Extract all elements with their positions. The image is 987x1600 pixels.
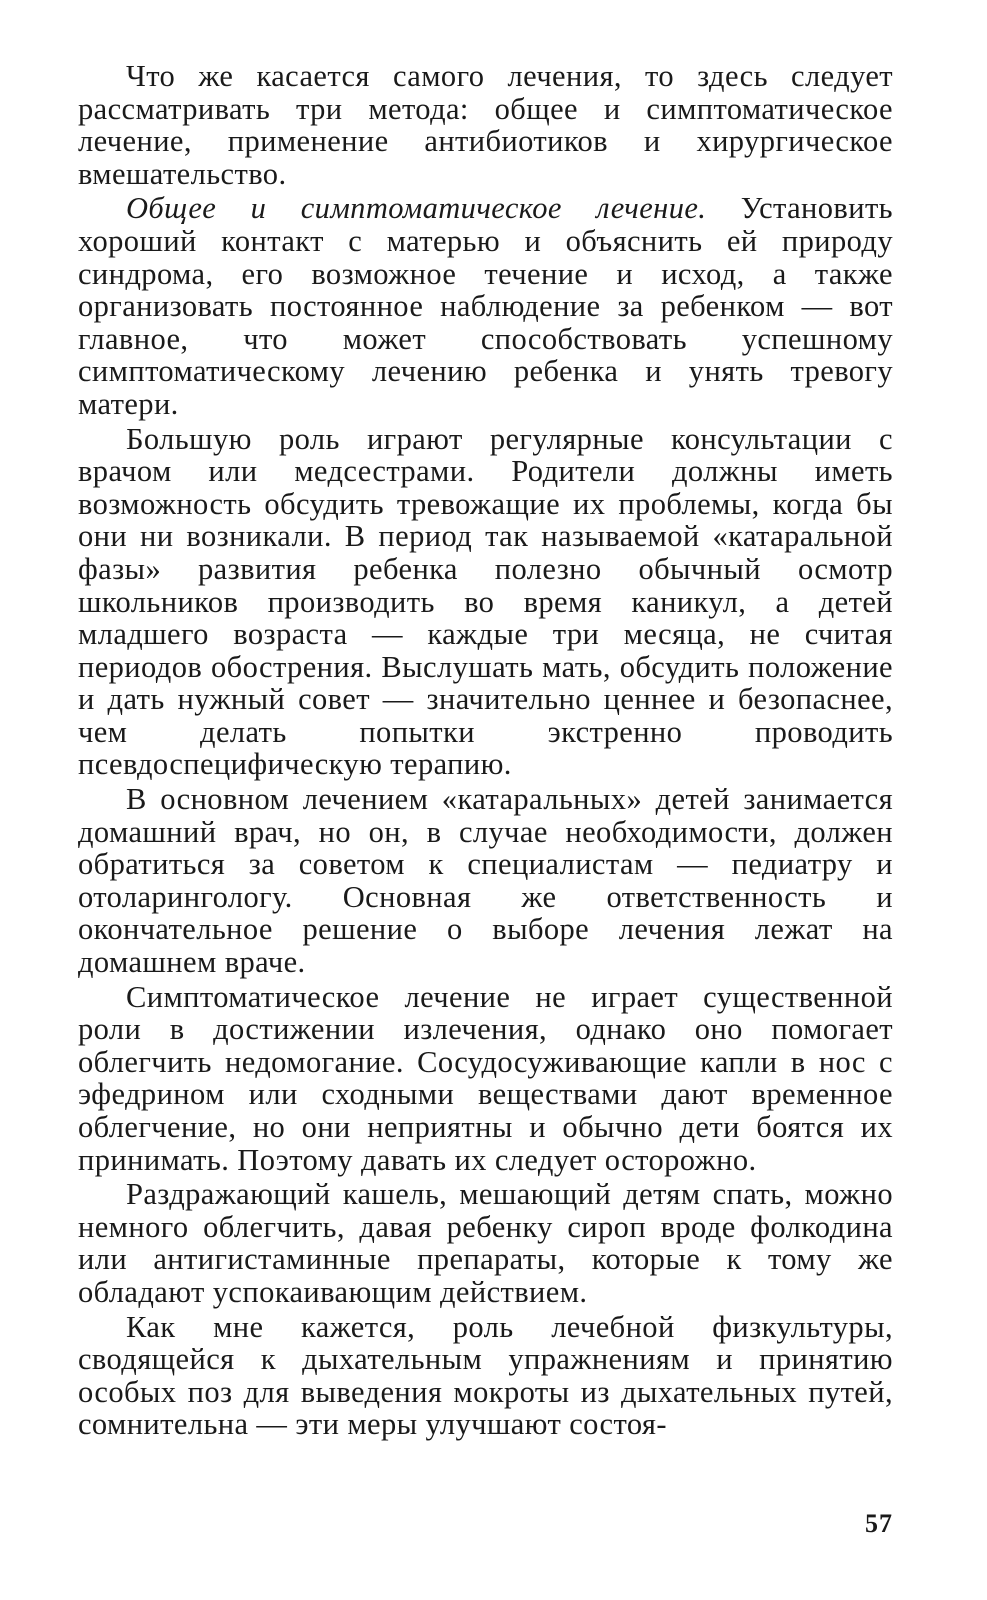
paragraph-3: Большую роль играют регулярные консультации с врачом или медсестрами. Родители должны иметь возможность обсудить тревожащие их проблемы, когда бы они ни возникали. В период так называемой «катаральной фазы» развития ребенка полезно обычный осмотр школьников производить во время каникул, а детей младшего возраста — каждые три месяца, не считая периодов обострения. Выслушать мать, обсудить положение и дать нужный совет — значительно ценнее и безопаснее, чем делать попытки экстренно проводить псевдоспецифическую терапию. (78, 421, 893, 782)
body-text (78, 60, 893, 1443)
paragraph-lead-italic: Общее и симптоматическое лечение. (126, 191, 707, 226)
paragraph-6: Раздражающий кашель, мешающий детям спать, можно немного облегчить, давая ребенку сироп вроде фолкодина или антигистаминные препараты, которые к тому же обладают успокаивающим действием. (78, 1177, 893, 1309)
paragraph-7: Как мне кажется, роль лечебной физкультуры, сводящейся к дыхательным упражнениям и принятию особых поз для выведения мокроты из дыхательных путей, сомнительна — эти меры улучшают состоя- (78, 1309, 893, 1442)
paragraph-1: Что же касается самого лечения, то здесь следует рассматривать три метода: общее и симптоматическое лечение, применение антибиотиков и хирургическое вмешательство. (78, 59, 893, 191)
paragraph-2: Общее и симптоматическое лечение. Установить хороший контакт с матерью и объяснить ей природу синдрома, его возможное течение и исход, а также организовать постоянное наблюдение за ребенком — вот главное, что может способствовать успешному симптоматическому лечению ребенка и унять тревогу матери. (78, 191, 893, 421)
page-number: 57 (865, 1509, 893, 1538)
paragraph-4: В основном лечением «катаральных» детей занимается домашний врач, но он, в случае необходимости, должен обратиться за советом к специалистам — педиатру и отоларингологу. Основная же ответственность и окончательное решение о выборе лечения лежат на домашнем враче. (78, 782, 893, 980)
paragraph-5: Симптоматическое лечение не играет существенной роли в достижении излечения, однако оно помогает облегчить недомогание. Сосудосуживающие капли в нос с эфедрином или сходными веществами дают временное облегчение, но они неприятны и обычно дети боятся их принимать. Поэтому давать их следует осторожно. (78, 979, 893, 1177)
